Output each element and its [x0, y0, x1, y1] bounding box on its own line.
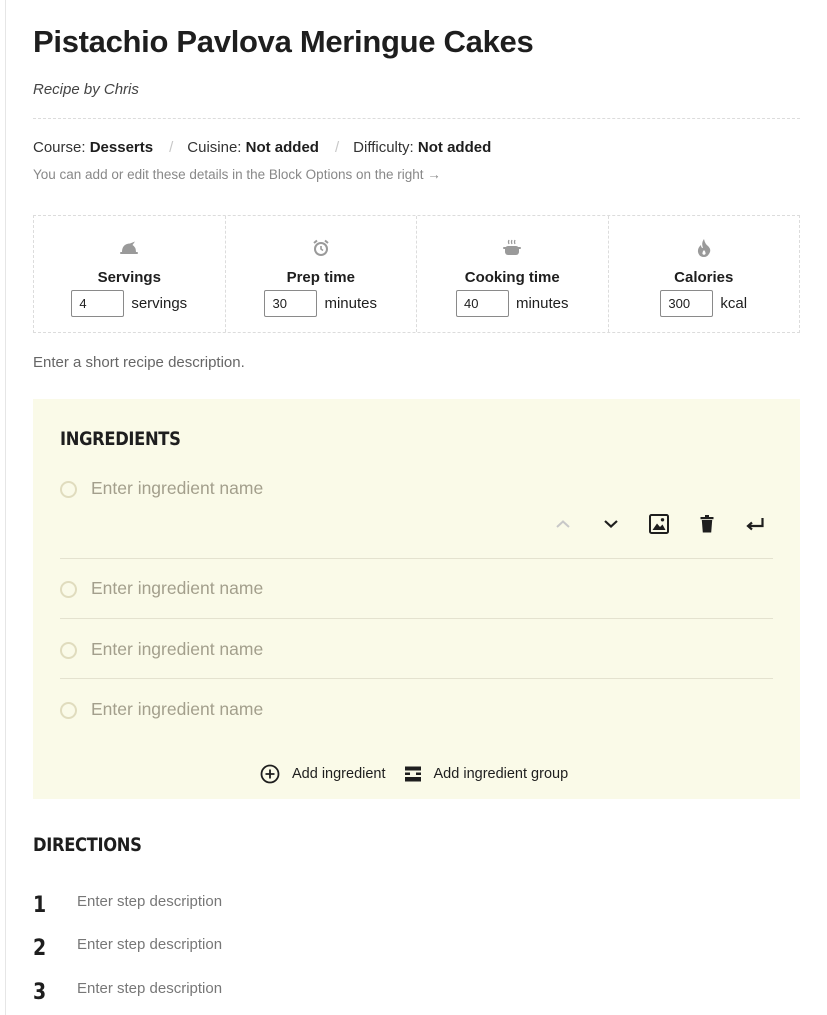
servings-unit: servings	[131, 295, 188, 312]
header-separator	[33, 118, 800, 119]
difficulty-value: Not added	[417, 139, 492, 156]
ingredient-checkbox-circle[interactable]	[60, 642, 77, 659]
course-label: Course:	[33, 139, 86, 156]
recipe-details-grid	[33, 215, 800, 333]
servings-cell	[34, 216, 226, 332]
step-number: 1	[33, 893, 47, 918]
add-image-button[interactable]	[635, 512, 683, 536]
cuisine-value: Not added	[245, 139, 319, 156]
recipe-meta	[33, 139, 491, 156]
meta-separator: /	[169, 139, 174, 156]
chevron-down-icon	[603, 519, 619, 529]
add-ingredient-label: Add ingredient	[292, 766, 386, 782]
ingredient-name-input[interactable]: Enter ingredient name	[91, 699, 264, 719]
enter-arrow-icon	[745, 517, 765, 531]
ingredient-name-input[interactable]: Enter ingredient name	[91, 639, 264, 659]
plus-circle-icon	[260, 764, 280, 784]
ingredient-divider	[60, 678, 773, 679]
step-description-input[interactable]: Enter step description	[77, 893, 223, 910]
meta-separator: /	[334, 139, 340, 156]
cooking-time-unit: minutes	[515, 295, 569, 312]
add-ingredient-group-button[interactable]	[404, 766, 569, 782]
step-number: 2	[33, 936, 47, 961]
ingredient-divider	[60, 618, 773, 619]
calories-unit: kcal	[720, 295, 748, 312]
ingredient-divider	[60, 558, 773, 559]
move-up-button[interactable]	[539, 512, 587, 536]
servings-cloche-icon	[119, 238, 139, 258]
flame-icon	[696, 238, 712, 258]
servings-input[interactable]: 4	[71, 290, 124, 317]
calories-input[interactable]: 300	[660, 290, 713, 317]
ingredient-name-input[interactable]: Enter ingredient name	[91, 578, 264, 598]
cooking-time-input[interactable]: 40	[456, 290, 509, 317]
directions-heading: DIRECTIONS	[33, 834, 142, 856]
step-description-input[interactable]: Enter step description	[77, 980, 223, 997]
move-down-button[interactable]	[587, 512, 635, 536]
delete-ingredient-button[interactable]	[683, 512, 731, 536]
cooking-time-cell	[417, 216, 609, 332]
direction-step	[33, 936, 800, 966]
ingredient-actions	[260, 764, 568, 784]
new-line-button[interactable]	[731, 512, 779, 536]
prep-time-cell	[226, 216, 418, 332]
difficulty-label: Difficulty:	[353, 139, 414, 156]
alarm-clock-icon	[312, 238, 330, 258]
servings-label: Servings	[97, 269, 161, 286]
block-options-hint: You can add or edit these details in the Block Options on the right →	[33, 167, 441, 182]
ingredient-checkbox-circle[interactable]	[60, 481, 77, 498]
ingredient-checkbox-circle[interactable]	[60, 702, 77, 719]
ingredients-heading: INGREDIENTS	[60, 428, 181, 450]
cooking-pot-icon	[502, 238, 522, 258]
prep-time-input[interactable]: 30	[264, 290, 317, 317]
step-description-input[interactable]: Enter step description	[77, 936, 223, 953]
image-icon	[649, 514, 669, 534]
recipe-byline[interactable]: Recipe by Chris	[33, 81, 139, 98]
calories-cell	[609, 216, 800, 332]
ingredient-toolbar	[539, 512, 779, 536]
chevron-up-icon	[555, 519, 571, 529]
cuisine-label: Cuisine:	[187, 139, 242, 156]
ingredients-section	[33, 399, 800, 799]
recipe-description-input[interactable]: Enter a short recipe description.	[33, 354, 245, 371]
course-value: Desserts	[89, 139, 154, 156]
editor-left-border	[5, 0, 6, 1015]
cooking-time-label: Cooking time	[464, 269, 560, 286]
direction-step	[33, 980, 800, 1010]
step-number: 3	[33, 980, 47, 1005]
add-ingredient-group-label: Add ingredient group	[433, 766, 569, 782]
trash-icon	[700, 515, 714, 533]
prep-time-unit: minutes	[324, 295, 378, 312]
prep-time-label: Prep time	[286, 269, 355, 286]
direction-step	[33, 893, 800, 923]
ingredient-checkbox-circle[interactable]	[60, 581, 77, 598]
group-icon	[404, 766, 422, 782]
ingredient-name-input[interactable]: Enter ingredient name	[91, 478, 264, 498]
recipe-title[interactable]: Pistachio Pavlova Meringue Cakes	[33, 24, 534, 59]
add-ingredient-button[interactable]	[260, 764, 386, 784]
calories-label: Calories	[674, 269, 734, 286]
